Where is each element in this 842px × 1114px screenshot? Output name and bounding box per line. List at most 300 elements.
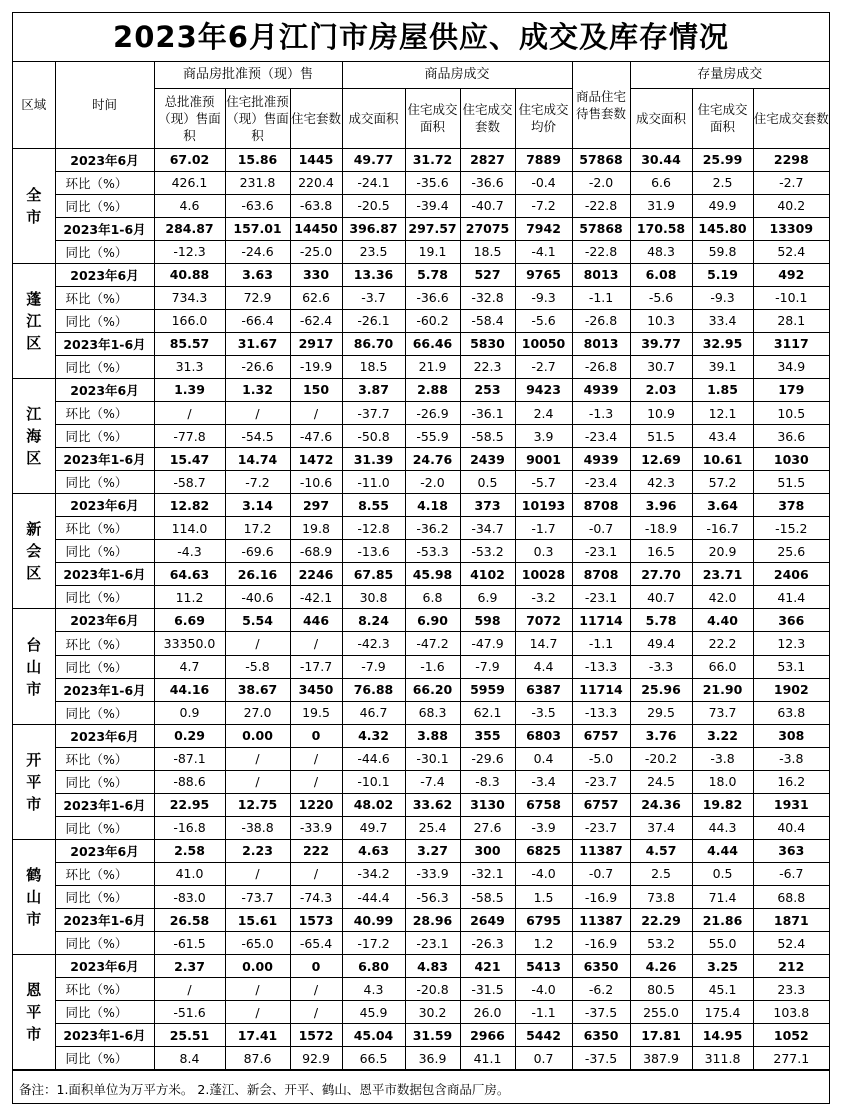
row-label: 环比（%） — [55, 517, 154, 540]
row-label: 2023年1-6月 — [55, 448, 154, 471]
table-cell: -47.9 — [460, 632, 515, 655]
table-cell: -23.7 — [572, 770, 630, 793]
table-row — [13, 425, 829, 448]
header-col: 成交面积 — [630, 88, 692, 148]
table-cell: 25.6 — [753, 540, 829, 563]
table-cell: -13.3 — [572, 701, 630, 724]
table-cell: 12.69 — [630, 448, 692, 471]
table-cell: -32.8 — [460, 286, 515, 309]
row-label: 同比（%） — [55, 1047, 154, 1070]
table-cell: / — [290, 862, 342, 885]
header-group-second: 存量房成交 — [630, 62, 829, 88]
table-cell: -7.2 — [515, 194, 572, 217]
table-cell: -68.9 — [290, 540, 342, 563]
table-cell: 3.64 — [692, 494, 753, 517]
table-cell: 0 — [290, 955, 342, 978]
table-cell: 4.44 — [692, 839, 753, 862]
table-cell: 48.02 — [342, 793, 405, 816]
table-cell: 5.54 — [225, 609, 290, 632]
table-cell: 277.1 — [753, 1047, 829, 1070]
table-row — [13, 1001, 829, 1024]
table-cell: -3.5 — [515, 701, 572, 724]
table-cell: -4.3 — [154, 540, 225, 563]
table-cell: -19.9 — [290, 355, 342, 378]
table-cell: 1.32 — [225, 378, 290, 401]
table-cell: 114.0 — [154, 517, 225, 540]
table-cell: 0.5 — [692, 862, 753, 885]
row-label: 同比（%） — [55, 471, 154, 494]
table-cell: -44.6 — [342, 747, 405, 770]
table-cell: 3117 — [753, 332, 829, 355]
region-name-char: 新 — [26, 520, 42, 539]
table-cell: 1931 — [753, 793, 829, 816]
table-cell: -65.0 — [225, 932, 290, 955]
table-row — [13, 148, 829, 171]
table-cell: 12.1 — [692, 402, 753, 425]
table-cell: -34.2 — [342, 862, 405, 885]
table-cell: 396.87 — [342, 217, 405, 240]
table-cell: -23.7 — [572, 816, 630, 839]
table-cell: 24.76 — [405, 448, 460, 471]
table-cell: 72.9 — [225, 286, 290, 309]
table-row — [13, 263, 829, 286]
table-cell: -87.1 — [154, 747, 225, 770]
table-cell: 166.0 — [154, 309, 225, 332]
row-label: 环比（%） — [55, 747, 154, 770]
table-cell: 23.5 — [342, 240, 405, 263]
table-cell: 4939 — [572, 448, 630, 471]
table-cell: 1445 — [290, 148, 342, 171]
table-cell: 2966 — [460, 1024, 515, 1047]
table-cell: -13.6 — [342, 540, 405, 563]
table-cell: -6.7 — [753, 862, 829, 885]
table-cell: -53.2 — [460, 540, 515, 563]
region-name-char: 区 — [26, 449, 42, 468]
table-cell: 3.96 — [630, 494, 692, 517]
table-cell: -83.0 — [154, 886, 225, 909]
table-cell: -5.6 — [515, 309, 572, 332]
table-cell: 284.87 — [154, 217, 225, 240]
table-cell: / — [225, 978, 290, 1001]
table-cell: -9.3 — [692, 286, 753, 309]
table-cell: 2406 — [753, 563, 829, 586]
table-cell: 59.8 — [692, 240, 753, 263]
table-cell: 33.62 — [405, 793, 460, 816]
table-cell: 14450 — [290, 217, 342, 240]
table-cell: 220.4 — [290, 171, 342, 194]
table-row — [13, 1047, 829, 1070]
table-cell: -40.6 — [225, 586, 290, 609]
table-cell: -2.7 — [515, 355, 572, 378]
table-cell: -63.6 — [225, 194, 290, 217]
table-cell: 14.95 — [692, 1024, 753, 1047]
table-cell: -1.7 — [515, 517, 572, 540]
table-cell: 3.76 — [630, 724, 692, 747]
table-cell: 2827 — [460, 148, 515, 171]
table-cell: 76.88 — [342, 678, 405, 701]
region-name — [13, 494, 55, 609]
table-cell: 6.90 — [405, 609, 460, 632]
table-row — [13, 171, 829, 194]
region-name-char: 平 — [26, 1003, 42, 1022]
row-label: 同比（%） — [55, 886, 154, 909]
table-cell: 53.1 — [753, 655, 829, 678]
table-row — [13, 194, 829, 217]
table-cell: 19.82 — [692, 793, 753, 816]
table-cell: -3.3 — [630, 655, 692, 678]
table-cell: / — [154, 402, 225, 425]
region-name-char: 市 — [26, 1025, 42, 1044]
table-cell: 1573 — [290, 909, 342, 932]
table-cell: 27.0 — [225, 701, 290, 724]
table-cell: 43.4 — [692, 425, 753, 448]
table-cell: -58.5 — [460, 425, 515, 448]
table-cell: 0.29 — [154, 724, 225, 747]
table-cell: -11.0 — [342, 471, 405, 494]
table-cell: -23.4 — [572, 471, 630, 494]
table-cell: 3.88 — [405, 724, 460, 747]
table-cell: 18.0 — [692, 770, 753, 793]
table-cell: 253 — [460, 378, 515, 401]
table-cell: 71.4 — [692, 886, 753, 909]
region-name-char: 江 — [26, 405, 42, 424]
table-cell: -32.1 — [460, 862, 515, 885]
table-cell: -22.8 — [572, 194, 630, 217]
table-cell: 492 — [753, 263, 829, 286]
table-cell: 51.5 — [753, 471, 829, 494]
row-label: 2023年1-6月 — [55, 793, 154, 816]
table-cell: -1.3 — [572, 402, 630, 425]
row-label: 同比（%） — [55, 655, 154, 678]
table-cell: 92.9 — [290, 1047, 342, 1070]
table-cell: -16.7 — [692, 517, 753, 540]
table-cell: -37.7 — [342, 402, 405, 425]
table-body — [13, 148, 829, 1070]
row-label: 同比（%） — [55, 425, 154, 448]
table-cell: 31.67 — [225, 332, 290, 355]
table-cell: 40.4 — [753, 816, 829, 839]
table-cell: 66.20 — [405, 678, 460, 701]
table-cell: -18.9 — [630, 517, 692, 540]
table-cell: 5.78 — [405, 263, 460, 286]
table-cell: -1.1 — [572, 286, 630, 309]
table-cell: 1.2 — [515, 932, 572, 955]
table-cell: -25.0 — [290, 240, 342, 263]
table-cell: 5442 — [515, 1024, 572, 1047]
header-time: 时间 — [55, 62, 154, 148]
table-row — [13, 355, 829, 378]
table-cell: 44.16 — [154, 678, 225, 701]
table-cell: 28.1 — [753, 309, 829, 332]
table-cell: -0.7 — [572, 517, 630, 540]
table-cell: 21.9 — [405, 355, 460, 378]
region-name-char: 全 — [26, 185, 42, 204]
table-cell: 598 — [460, 609, 515, 632]
footnote: 备注：1.面积单位为万平方米。 2.蓬江、新会、开平、鹤山、恩平市数据包含商品厂房。 — [13, 1070, 829, 1108]
table-cell: 17.81 — [630, 1024, 692, 1047]
table-cell: 30.44 — [630, 148, 692, 171]
table-cell: 66.46 — [405, 332, 460, 355]
table-cell: -2.0 — [572, 171, 630, 194]
table-cell: 32.95 — [692, 332, 753, 355]
table-row — [13, 586, 829, 609]
table-cell: 150 — [290, 378, 342, 401]
table-cell: / — [290, 978, 342, 1001]
table-cell: 8.4 — [154, 1047, 225, 1070]
row-label: 同比（%） — [55, 309, 154, 332]
table-cell: 22.2 — [692, 632, 753, 655]
table-row — [13, 724, 829, 747]
region-name-char: 市 — [26, 794, 42, 813]
row-label: 同比（%） — [55, 932, 154, 955]
table-cell: 15.61 — [225, 909, 290, 932]
table-row — [13, 240, 829, 263]
header-col: 住宅成交面积 — [405, 88, 460, 148]
table-cell: -12.3 — [154, 240, 225, 263]
table-cell: 0.00 — [225, 724, 290, 747]
table-cell: 26.16 — [225, 563, 290, 586]
table-cell: 57868 — [572, 148, 630, 171]
table-cell: -26.9 — [405, 402, 460, 425]
table-cell: 11387 — [572, 839, 630, 862]
table-cell: 52.4 — [753, 932, 829, 955]
table-cell: 297.57 — [405, 217, 460, 240]
table-cell: 4.18 — [405, 494, 460, 517]
table-row — [13, 793, 829, 816]
table-cell: 0.00 — [225, 955, 290, 978]
table-cell: 23.3 — [753, 978, 829, 1001]
table-cell: 10028 — [515, 563, 572, 586]
table-cell: -3.7 — [342, 286, 405, 309]
table-cell: -30.1 — [405, 747, 460, 770]
table-cell: 33350.0 — [154, 632, 225, 655]
header-col: 住宅成交套数 — [460, 88, 515, 148]
table-cell: 42.3 — [630, 471, 692, 494]
table-row — [13, 932, 829, 955]
table-cell: -53.3 — [405, 540, 460, 563]
table-cell: 3.27 — [405, 839, 460, 862]
table-cell: 1.85 — [692, 378, 753, 401]
table-cell: -58.7 — [154, 471, 225, 494]
table-cell: 80.5 — [630, 978, 692, 1001]
table-cell: -3.4 — [515, 770, 572, 793]
table-cell: -42.3 — [342, 632, 405, 655]
table-cell: 16.2 — [753, 770, 829, 793]
table-cell: 34.9 — [753, 355, 829, 378]
table-cell: -16.8 — [154, 816, 225, 839]
table-cell: 85.57 — [154, 332, 225, 355]
table-cell: -20.5 — [342, 194, 405, 217]
table-cell: -54.5 — [225, 425, 290, 448]
table-row — [13, 309, 829, 332]
table-cell: 44.3 — [692, 816, 753, 839]
table-cell: 2.5 — [692, 171, 753, 194]
table-cell: -4.0 — [515, 862, 572, 885]
table-cell: 7942 — [515, 217, 572, 240]
header-col: 总批准预（现）售面积 — [154, 88, 225, 148]
table-row — [13, 701, 829, 724]
table-cell: -26.1 — [342, 309, 405, 332]
table-row — [13, 655, 829, 678]
table-cell: 3130 — [460, 793, 515, 816]
table-cell: 31.39 — [342, 448, 405, 471]
table-cell: 40.88 — [154, 263, 225, 286]
table-cell: -55.9 — [405, 425, 460, 448]
table-cell: -0.7 — [572, 862, 630, 885]
table-row — [13, 678, 829, 701]
table-cell: 27.70 — [630, 563, 692, 586]
header-col: 成交面积 — [342, 88, 405, 148]
table-cell: 3450 — [290, 678, 342, 701]
table-row — [13, 747, 829, 770]
table-cell: 49.4 — [630, 632, 692, 655]
table-cell: 308 — [753, 724, 829, 747]
table-cell: 6.9 — [460, 586, 515, 609]
table-cell: 3.9 — [515, 425, 572, 448]
table-cell: 0.7 — [515, 1047, 572, 1070]
table-cell: 27075 — [460, 217, 515, 240]
row-label: 2023年6月 — [55, 724, 154, 747]
table-cell: 145.80 — [692, 217, 753, 240]
table-cell: -1.1 — [572, 632, 630, 655]
table-cell: -36.6 — [405, 286, 460, 309]
table-cell: -22.8 — [572, 240, 630, 263]
table-cell: 4.4 — [515, 655, 572, 678]
table-cell: 179 — [753, 378, 829, 401]
table-cell: 8.24 — [342, 609, 405, 632]
table-row — [13, 471, 829, 494]
table-cell: -17.2 — [342, 932, 405, 955]
row-label: 同比（%） — [55, 540, 154, 563]
region-name — [13, 148, 55, 263]
table-cell: 330 — [290, 263, 342, 286]
row-label: 环比（%） — [55, 632, 154, 655]
table-cell: 17.41 — [225, 1024, 290, 1047]
table-cell: -7.9 — [460, 655, 515, 678]
table-cell: 18.5 — [342, 355, 405, 378]
table-cell: -50.8 — [342, 425, 405, 448]
table-cell: 51.5 — [630, 425, 692, 448]
table-cell: 63.8 — [753, 701, 829, 724]
table-cell: 68.8 — [753, 886, 829, 909]
row-label: 同比（%） — [55, 355, 154, 378]
row-label: 环比（%） — [55, 171, 154, 194]
table-cell: 0 — [290, 724, 342, 747]
table-cell: 1.5 — [515, 886, 572, 909]
table-cell: 15.86 — [225, 148, 290, 171]
table-cell: -26.8 — [572, 355, 630, 378]
table-cell: 9765 — [515, 263, 572, 286]
table-cell: 10050 — [515, 332, 572, 355]
region-name-char: 山 — [26, 888, 42, 907]
table-cell: 15.47 — [154, 448, 225, 471]
table-cell: 27.6 — [460, 816, 515, 839]
row-label: 2023年1-6月 — [55, 909, 154, 932]
table-cell: -88.6 — [154, 770, 225, 793]
table-cell: -4.0 — [515, 978, 572, 1001]
table-cell: -16.9 — [572, 932, 630, 955]
table-cell: 52.4 — [753, 240, 829, 263]
table-cell: 68.3 — [405, 701, 460, 724]
table-cell: 2246 — [290, 563, 342, 586]
table-cell: 29.5 — [630, 701, 692, 724]
region-name-char: 平 — [26, 772, 42, 791]
table-cell: 8.55 — [342, 494, 405, 517]
table-cell: 24.36 — [630, 793, 692, 816]
table-cell: 62.1 — [460, 701, 515, 724]
table-cell: 3.22 — [692, 724, 753, 747]
table-cell: / — [290, 1001, 342, 1024]
table-cell: 4.40 — [692, 609, 753, 632]
table-cell: 40.2 — [753, 194, 829, 217]
table-cell: 45.98 — [405, 563, 460, 586]
table-cell: -5.6 — [630, 286, 692, 309]
table-cell: -2.0 — [405, 471, 460, 494]
table-cell: / — [290, 770, 342, 793]
table-row — [13, 862, 829, 885]
table-cell: 4.7 — [154, 655, 225, 678]
table-cell: 1902 — [753, 678, 829, 701]
table-cell: 55.0 — [692, 932, 753, 955]
table-cell: 2.58 — [154, 839, 225, 862]
table-cell: 39.1 — [692, 355, 753, 378]
table-cell: 2439 — [460, 448, 515, 471]
table-cell: -74.3 — [290, 886, 342, 909]
table-cell: 45.1 — [692, 978, 753, 1001]
table-cell: 49.77 — [342, 148, 405, 171]
table-cell: 45.04 — [342, 1024, 405, 1047]
table-cell: -8.3 — [460, 770, 515, 793]
table-cell: -7.4 — [405, 770, 460, 793]
table-cell: 1052 — [753, 1024, 829, 1047]
table-cell: 373 — [460, 494, 515, 517]
table-cell: 57.2 — [692, 471, 753, 494]
table-cell: 446 — [290, 609, 342, 632]
row-label: 同比（%） — [55, 586, 154, 609]
table-cell: 14.74 — [225, 448, 290, 471]
table-cell: -65.4 — [290, 932, 342, 955]
table-cell: 37.4 — [630, 816, 692, 839]
table-cell: -58.4 — [460, 309, 515, 332]
table-cell: 5959 — [460, 678, 515, 701]
table-cell: 12.82 — [154, 494, 225, 517]
table-cell: 13309 — [753, 217, 829, 240]
header-region: 区域 — [13, 62, 55, 148]
table-cell: 170.58 — [630, 217, 692, 240]
table-cell: -26.8 — [572, 309, 630, 332]
table-cell: -0.4 — [515, 171, 572, 194]
table-row — [13, 632, 829, 655]
table-cell: 66.5 — [342, 1047, 405, 1070]
table-cell: 31.72 — [405, 148, 460, 171]
table-cell: 426.1 — [154, 171, 225, 194]
table-cell: 2298 — [753, 148, 829, 171]
table-cell: 22.3 — [460, 355, 515, 378]
table-cell: 24.5 — [630, 770, 692, 793]
table-cell: -33.9 — [405, 862, 460, 885]
table-cell: -1.1 — [515, 1001, 572, 1024]
table-cell: 8013 — [572, 263, 630, 286]
table-cell: -16.9 — [572, 886, 630, 909]
table-cell: 6758 — [515, 793, 572, 816]
table-cell: 53.2 — [630, 932, 692, 955]
row-label: 同比（%） — [55, 770, 154, 793]
table-cell: -37.5 — [572, 1001, 630, 1024]
table-cell: 8013 — [572, 332, 630, 355]
table-cell: 67.02 — [154, 148, 225, 171]
table-cell: -58.5 — [460, 886, 515, 909]
table-cell: -3.2 — [515, 586, 572, 609]
